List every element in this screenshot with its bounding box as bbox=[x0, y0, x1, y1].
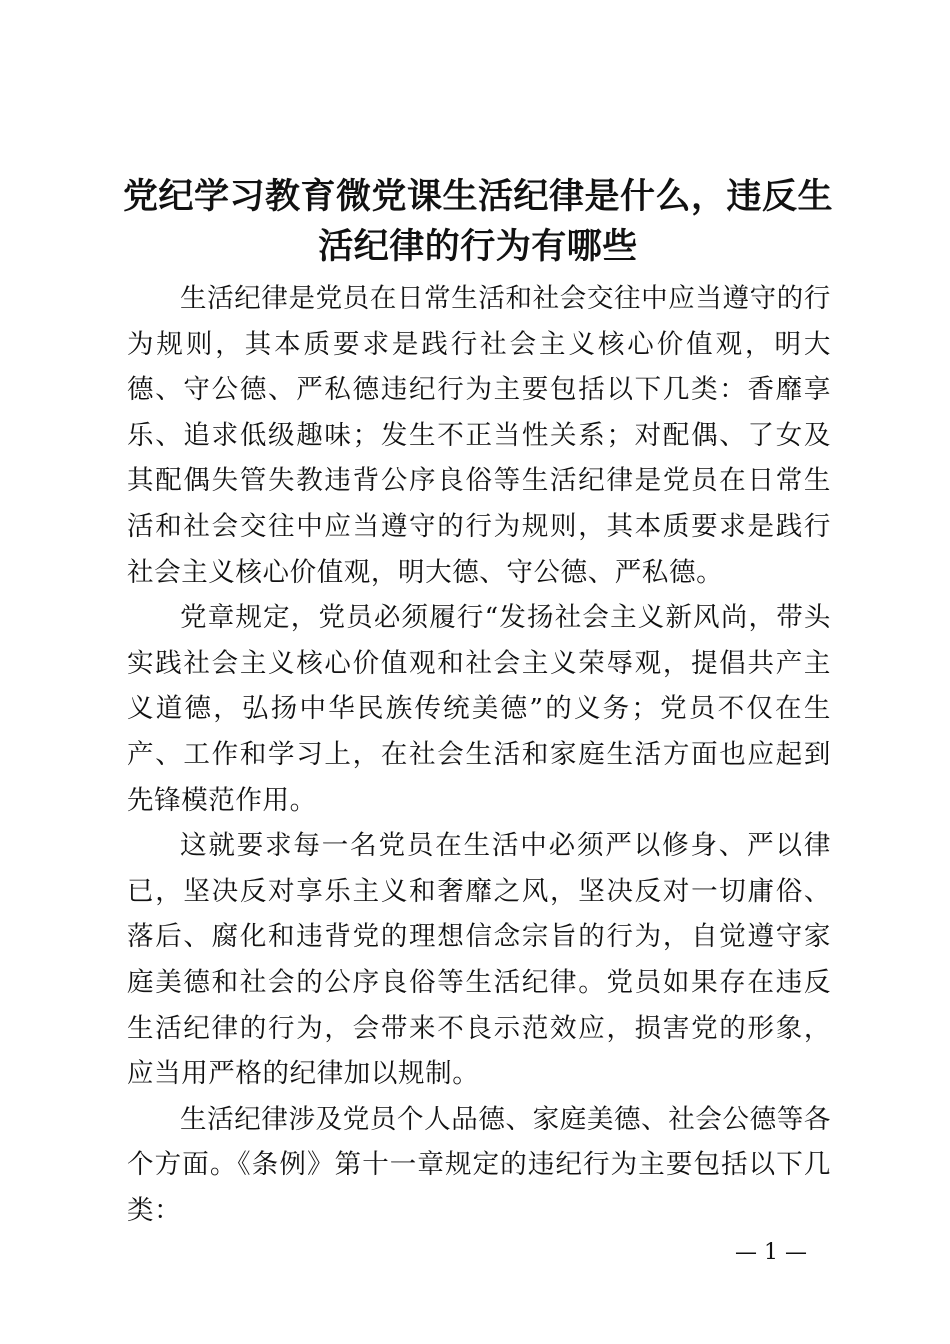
paragraph-3: 这就要求每一名党员在生活中必须严以修身、严以律已，坚决反对享乐主义和奢靡之风，坚决反对一切庸俗、落后、腐化和违背党的理想信念宗旨的行为，自觉遵守家庭美德和社会的公序良俗等生活纪律。党员如果存在违反生活纪律的行为，会带来不良示范效应，损害党的形象，应当用严格的纪律加以规制。 bbox=[127, 830, 831, 1090]
document-title bbox=[118, 172, 838, 272]
title-line-1: 党纪学习教育微党课生活纪律是什么，违反生 bbox=[122, 177, 833, 217]
document-body bbox=[127, 276, 831, 1233]
paragraph-1: 生活纪律是党员在日常生活和社会交往中应当遵守的行为规则，其本质要求是践行社会主义核心价值观，明大德、守公德、严私德违纪行为主要包括以下几类：香靡享乐、追求低级趣味；发生不正当性关系；对配偶、了女及其配偶失管失教违背公序良俗等生活纪律是党员在日常生活和社会交往中应当遵守的行为规则，其本质要求是践行社会主义核心价值观，明大德、守公德、严私德。 bbox=[127, 283, 831, 588]
title-line-2: 活纪律的行为有哪些 bbox=[318, 227, 638, 267]
page-number: — 1 — bbox=[735, 1240, 807, 1265]
paragraph-4: 生活纪律涉及党员个人品德、家庭美德、社会公德等各个方面。《条例》第十一章规定的违纪行为主要包括以下几类： bbox=[127, 1103, 831, 1226]
paragraph-2: 党章规定，党员必须履行“发扬社会主义新风尚，带头实践社会主义核心价值观和社会主义荣辱观，提倡共产主义道德，弘扬中华民族传统美德”的义务；党员不仅在生产、工作和学习上，在社会生活和家庭生活方面也应起到先锋模范作用。 bbox=[127, 602, 831, 816]
